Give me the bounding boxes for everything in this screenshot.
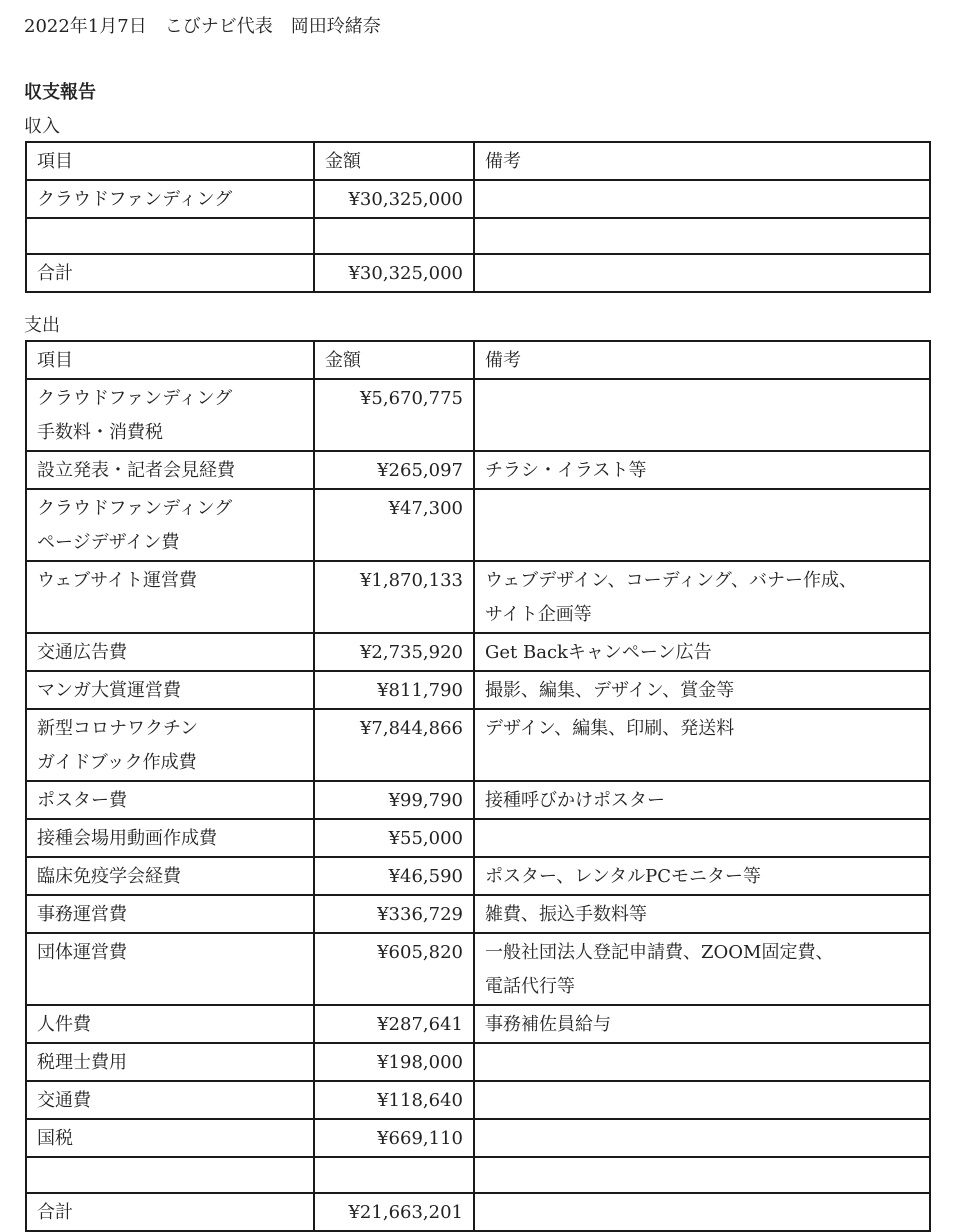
row-note-cell: 雑費、振込手数料等 (474, 895, 930, 933)
row-item-cell: 国税 (26, 1119, 314, 1157)
row-note-cell: デザイン、編集、印刷、発送料 (474, 709, 930, 781)
row-amount-cell (314, 218, 474, 254)
row-note-cell (474, 254, 930, 292)
table-row (26, 633, 930, 671)
column-header-note: 備考 (474, 142, 930, 180)
table-row (26, 1119, 930, 1157)
row-amount-cell: ¥47,300 (314, 489, 474, 561)
row-note-cell: ポスター、レンタルPCモニター等 (474, 857, 930, 895)
report-date: 2022年1月7日 (24, 16, 147, 37)
table-row (26, 1043, 930, 1081)
expense-table (25, 340, 931, 1232)
row-note-cell (474, 180, 930, 218)
row-amount-cell: ¥336,729 (314, 895, 474, 933)
table-row (26, 451, 930, 489)
row-note-cell (474, 1081, 930, 1119)
row-note-cell (474, 218, 930, 254)
row-note-cell (474, 819, 930, 857)
row-note-cell: 事務補佐員給与 (474, 1005, 930, 1043)
row-item-cell: 事務運営費 (26, 895, 314, 933)
table-row (26, 1005, 930, 1043)
representative-name: 岡田玲緒奈 (290, 16, 381, 37)
table-row (26, 1081, 930, 1119)
organization-name: こびナビ代表 (164, 16, 273, 37)
row-amount-cell: ¥605,820 (314, 933, 474, 1005)
row-item-cell: 合計 (26, 1193, 314, 1231)
table-row (26, 1193, 930, 1231)
row-note-cell (474, 489, 930, 561)
table-row (26, 671, 930, 709)
row-amount-cell: ¥21,663,201 (314, 1193, 474, 1231)
row-item-cell: 団体運営費 (26, 933, 314, 1005)
row-amount-cell: ¥2,735,920 (314, 633, 474, 671)
report-title: 収支報告 (24, 82, 96, 103)
row-note-cell (474, 1119, 930, 1157)
expense-header-row (26, 341, 930, 379)
row-note-cell: チラシ・イラスト等 (474, 451, 930, 489)
table-row (26, 819, 930, 857)
row-note-cell: 撮影、編集、デザイン、賞金等 (474, 671, 930, 709)
row-amount-cell: ¥265,097 (314, 451, 474, 489)
row-amount-cell: ¥5,670,775 (314, 379, 474, 451)
row-amount-cell: ¥811,790 (314, 671, 474, 709)
row-item-cell (26, 218, 314, 254)
column-header-item: 項目 (26, 341, 314, 379)
row-item-cell: 人件費 (26, 1005, 314, 1043)
row-item-cell: クラウドファンディング (26, 180, 314, 218)
table-row (26, 379, 930, 451)
row-item-cell: クラウドファンディング 手数料・消費税 (26, 379, 314, 451)
row-item-cell: 交通広告費 (26, 633, 314, 671)
column-header-item: 項目 (26, 142, 314, 180)
row-item-cell: 臨床免疫学会経費 (26, 857, 314, 895)
row-item-cell: 新型コロナワクチン ガイドブック作成費 (26, 709, 314, 781)
row-amount-cell: ¥287,641 (314, 1005, 474, 1043)
row-amount-cell: ¥30,325,000 (314, 254, 474, 292)
row-note-cell: 接種呼びかけポスター (474, 781, 930, 819)
table-row (26, 218, 930, 254)
row-amount-cell: ¥46,590 (314, 857, 474, 895)
row-item-cell: 合計 (26, 254, 314, 292)
column-header-amount: 金額 (314, 341, 474, 379)
table-row (26, 895, 930, 933)
document-header (24, 12, 381, 38)
row-amount-cell: ¥118,640 (314, 1081, 474, 1119)
row-amount-cell: ¥1,870,133 (314, 561, 474, 633)
row-amount-cell: ¥198,000 (314, 1043, 474, 1081)
row-note-cell (474, 1043, 930, 1081)
row-item-cell: 接種会場用動画作成費 (26, 819, 314, 857)
table-row (26, 857, 930, 895)
table-row (26, 254, 930, 292)
row-note-cell: Get Backキャンペーン広告 (474, 633, 930, 671)
row-note-cell (474, 379, 930, 451)
income-header-row (26, 142, 930, 180)
income-table (25, 141, 931, 293)
row-amount-cell: ¥55,000 (314, 819, 474, 857)
table-row (26, 709, 930, 781)
row-amount-cell (314, 1157, 474, 1193)
row-note-cell: ウェブデザイン、コーディング、バナー作成、 サイト企画等 (474, 561, 930, 633)
row-amount-cell: ¥669,110 (314, 1119, 474, 1157)
row-item-cell: 設立発表・記者会見経費 (26, 451, 314, 489)
table-row (26, 180, 930, 218)
row-note-cell (474, 1193, 930, 1231)
row-note-cell (474, 1157, 930, 1193)
column-header-amount: 金額 (314, 142, 474, 180)
expense-section-label: 支出 (24, 315, 60, 336)
row-amount-cell: ¥30,325,000 (314, 180, 474, 218)
row-item-cell: ポスター費 (26, 781, 314, 819)
row-amount-cell: ¥7,844,866 (314, 709, 474, 781)
row-item-cell: 交通費 (26, 1081, 314, 1119)
row-amount-cell: ¥99,790 (314, 781, 474, 819)
row-item-cell: 税理士費用 (26, 1043, 314, 1081)
row-item-cell: クラウドファンディング ページデザイン費 (26, 489, 314, 561)
table-row (26, 561, 930, 633)
table-row (26, 1157, 930, 1193)
row-item-cell: マンガ大賞運営費 (26, 671, 314, 709)
table-row (26, 933, 930, 1005)
table-row (26, 781, 930, 819)
table-row (26, 489, 930, 561)
row-note-cell: 一般社団法人登記申請費、ZOOM固定費、 電話代行等 (474, 933, 930, 1005)
column-header-note: 備考 (474, 341, 930, 379)
income-section-label: 収入 (24, 116, 60, 137)
row-item-cell (26, 1157, 314, 1193)
row-item-cell: ウェブサイト運営費 (26, 561, 314, 633)
